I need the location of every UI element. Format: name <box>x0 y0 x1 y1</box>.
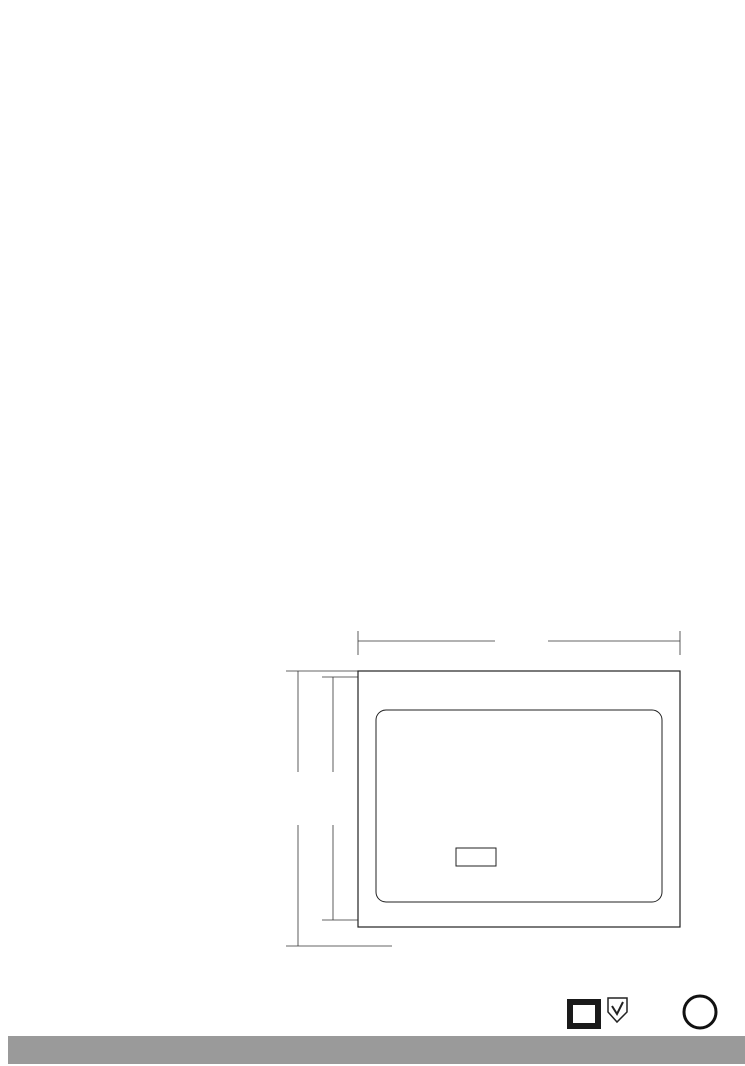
ul-logo <box>684 996 716 1028</box>
afaq-logo <box>567 999 601 1029</box>
footer-bar <box>8 1036 745 1064</box>
ukas-logo <box>608 998 627 1022</box>
certification-logos <box>565 988 745 1034</box>
